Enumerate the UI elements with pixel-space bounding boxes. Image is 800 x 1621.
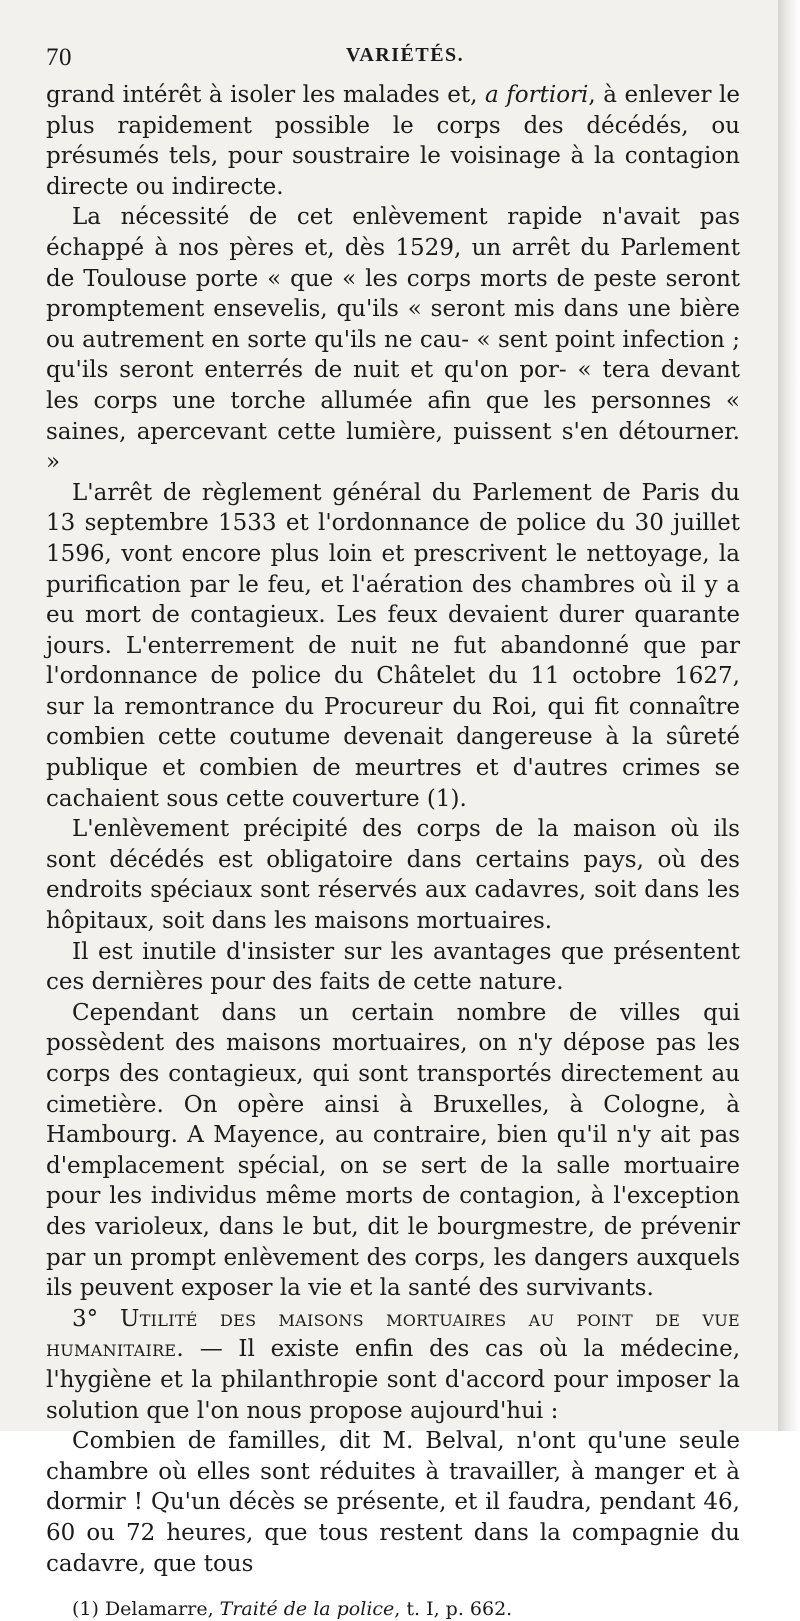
footnote-marker: (1) Delamarre, bbox=[72, 1598, 220, 1621]
paragraph-3: L'arrêt de règlement général du Parlement de Paris du 13 septembre 1533 et l'ordonnance de police du 30 juillet 1596, vont encore plus loin et prescrivent le nettoyage, la purification par le feu, et l'aération des chambres où il y a eu mort de contagieux. Les feux devaient durer quarante jours. L'enterrement de nuit ne fut abandonné que par l'ordonnance de police du Châtelet du 11 octobre 1627, sur la remontrance du Procureur du Roi, qui fit connaître combien cette coutume devenait dangereuse à la sûreté publique et combien de meurtres et d'autres crimes se cachaient sous cette couverture (1). bbox=[46, 479, 740, 812]
paragraph-1-end: , à enlever le plus rapidement possible le corps des décédés, ou présumés tels, pour soustraire le voisinage à la contagion directe ou indirecte. bbox=[46, 82, 740, 200]
paragraph-4: L'enlèvement précipité des corps de la maison où ils sont décédés est obligatoire dans certains pays, où des endroits spéciaux sont réservés aux cadavres, soit dans les hôpitaux, soit dans les maisons mortuaires. bbox=[46, 816, 740, 935]
paragraph-8: Combien de familles, dit M. Belval, n'ont qu'une seule chambre où elles sont réduites à travailler, à manger et à dormir ! Qu'un décès se présente, et il faudra, pendant 46, 60 ou 72 heures, que tous restent dans la compagnie du cadavre, que tous bbox=[46, 1428, 740, 1577]
body-text bbox=[46, 80, 740, 1579]
page-header bbox=[46, 40, 740, 80]
paragraph-2: La nécessité de cet enlèvement rapide n'avait pas échappé à nos pères et, dès 1529, un arrêt du Parlement de Toulouse porte « que « les corps morts de peste seront promptement ensevelis, qu'ils « seront mis dans une bière ou autrement en sorte qu'ils ne cau- « sent point infection ; qu'ils seront enterrés de nuit et qu'on por- « tera devant les corps une torche allumée afin que les personnes « saines, apercevant cette lumière, puissent s'en détourner. » bbox=[46, 204, 740, 476]
paragraph-1-italic: a fortiori bbox=[484, 82, 589, 108]
paragraph-6: Cependant dans un certain nombre de villes qui possèdent des maisons mortuaires, on n'y dépose pas les corps des contagieux, qui sont transportés directement au cimetière. On opère ainsi à Bruxelles, à Cologne, à Hambourg. A Mayence, au contraire, bien qu'il n'y ait pas d'emplacement spécial, on se sert de la salle mortuaire pour les individus même morts de contagion, à l'exception des varioleux, dans le but, dit le bourgmestre, de prévenir par un prompt enlèvement des corps, les dangers auxquels ils peuvent exposer la vie et la santé des survivants. bbox=[46, 999, 740, 1302]
footnote-rest: , t. I, p. 662. bbox=[394, 1598, 513, 1621]
footnote-title: Traité de la police bbox=[219, 1598, 395, 1621]
page-number: 70 bbox=[46, 44, 72, 71]
section-title: Utilité des maisons mortuaires au point de vue humanitaire. bbox=[46, 1305, 740, 1363]
section-number: 3° bbox=[72, 1305, 121, 1332]
section-text: — Il existe enfin des cas où la médecine, l'hygiène et la philanthropie sont d'accord pour imposer la solution que l'on nous propose aujourd'hui : bbox=[46, 1336, 740, 1424]
page-gutter bbox=[778, 0, 800, 1431]
footnote bbox=[46, 1597, 740, 1621]
paragraph-1 bbox=[46, 80, 740, 202]
section-paragraph bbox=[46, 1304, 740, 1426]
paragraph-1-start: grand intérêt à isoler les malades et, bbox=[46, 82, 485, 108]
running-head: VARIÉTÉS. bbox=[346, 44, 465, 66]
paragraph-5: Il est inutile d'insister sur les avantages que présentent ces dernières pour des faits de cette nature. bbox=[46, 938, 740, 996]
